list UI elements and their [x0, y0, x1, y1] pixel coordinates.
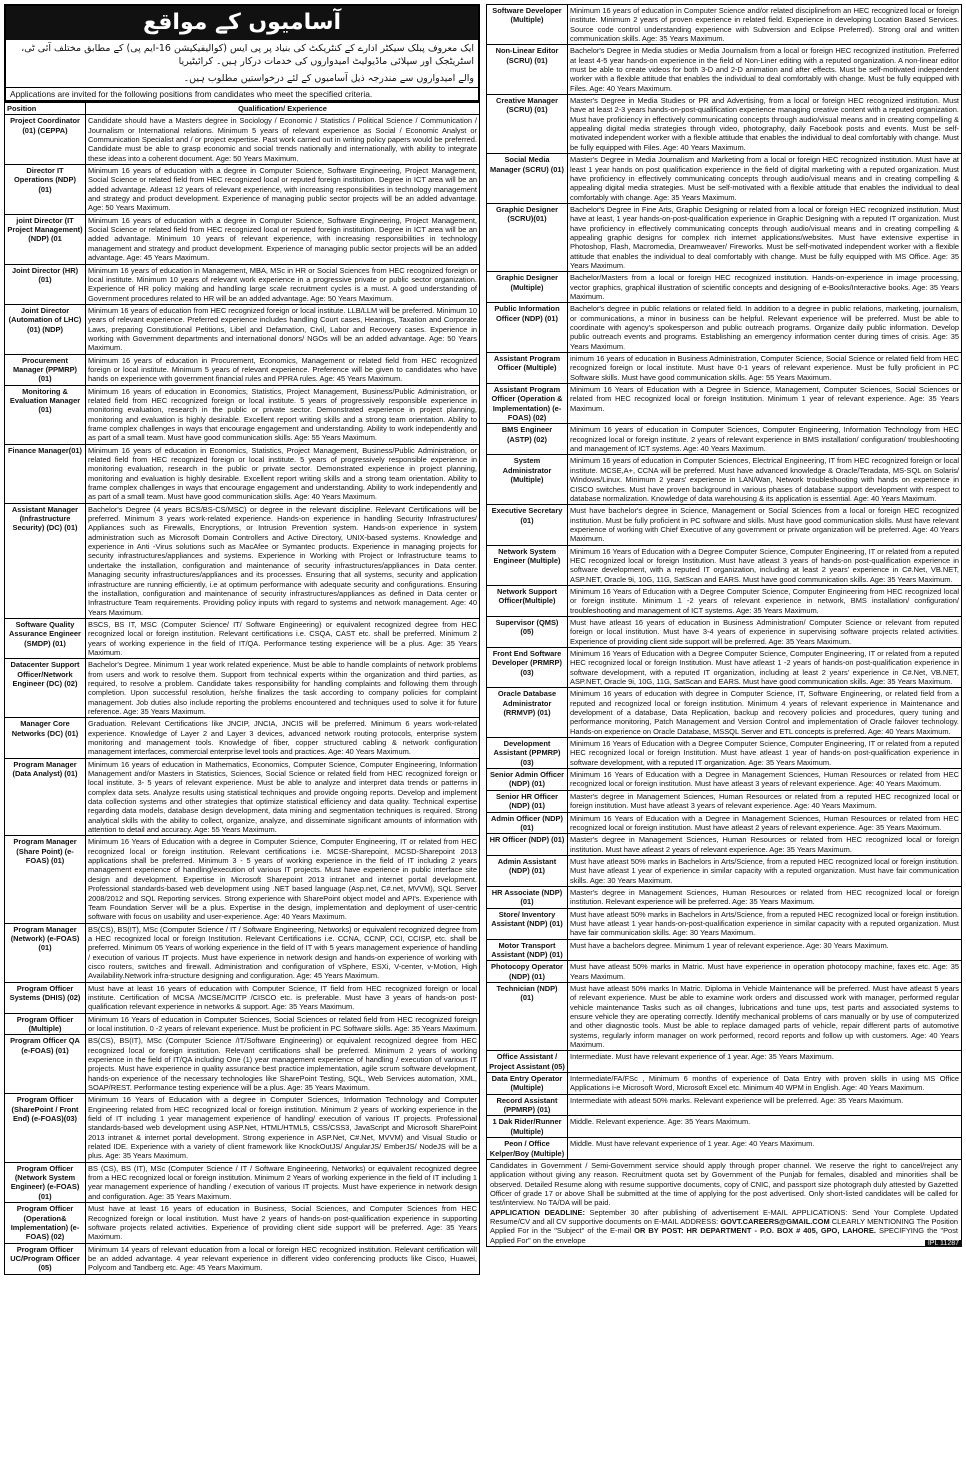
table-row [487, 384, 962, 424]
position-title: Senior Admin Officer (NDP) (01) [487, 769, 568, 791]
position-title: Project Coordinator (01) (CEPPA) [5, 115, 86, 165]
position-requirements: Minimum 16 years of education in Procurement, Economics, Management or related field from HEC recognized foreign or local institute. Minimum 5 years of relevant experience. Preference will be given to candidates who have hands on experience with government financial rules and PPRA rules. Age: 45 Years Maximum. [86, 354, 480, 385]
table-row [487, 688, 962, 738]
position-requirements: Master's Degree in Media Journalism and Marketing from a local or foreign HEC recognized institution. Must have at least 1 year hands on post qualification experience in the field of digital marketing with a reputed organization. Must have proficiency in effectively communicating concepts through audio/visual means and in creating compelling & appealing digital media strategies. Must be self-motivated with a flexible attitude that enables the individual to deal comfortably with change. Age: 35 Years Maximum. [568, 154, 962, 204]
position-requirements: Minimum 16 Years of Education with a degree in Computer Sciences, Information Technology and Computer Engineering related from HEC recognized local or foreign institution. Minimum 2 years of working experience in the field of IT including 1 year management experience of handling/ execution of various IT projects. Professional standards-based web development using ASP.Net, HTML/HTML5, CSS/CSS3, JavaScript and Microsoft SharePoint 2013 intranet & internet portal development. Strong experience in ASP.Net, C#.Net, MVVM) and Visual Studio or related IDE. Experience with a variety of client framework like KnockOutJS/ AngularJS/ EmberJS/ NodeJS will be a plus. Age: 35 Years Maximum. [86, 1094, 480, 1162]
left-table-body [5, 115, 480, 1274]
position-title: Admin Assistant (NDP) (01) [487, 855, 568, 886]
table-row [5, 1013, 480, 1035]
table-row [5, 1035, 480, 1094]
header [4, 4, 480, 102]
table-row [5, 1162, 480, 1202]
position-title: Manager Core Networks (DC) (01) [5, 718, 86, 758]
table-row [487, 790, 962, 812]
application-email[interactable]: GOVT.CAREERS@GMAIL.COM [720, 1216, 830, 1226]
position-title: Graphic Designer (SCRU)(01) [487, 203, 568, 271]
table-row [487, 1051, 962, 1073]
position-requirements: Master's Degree in Media Studies or PR and Advertising, from a local or foreign HEC recognized institution. Must have at least 2-3 years hands-on-post-qualification experience managing creative content with a reputed organization. Must have proficiency in effectively communicating concepts through audio/visual means and in creating compelling & appealing digital media strategies through video, photography, daily Facebook posts and events. Must be self-motivated independent worker with a flexible attitude that enables the individual to deal comfortably with change. Must be fully equipped with Files. Age: 40 Years Maximum. [568, 95, 962, 154]
position-requirements: Must have at least 16 years of education in Business, Social Sciences, and Computer Sciences from HEC Recognized foreign or local institution. Must have 2 years of hands-on post-qualification experience in supporting software projects related activities. Experience of providing client side support will be preferred. Age: 35 Years Maximum. [86, 1203, 480, 1243]
position-requirements: Must have atleast 50% marks In Matric. Diploma in Vehicle Maintenance will be preferred. Must have atleast 5 years of relevant experience. Must be able to examine work orders and discussed work with manager, performed regular vehicle maintenance Tasks such as oil changes, lubrications and tune ups, test parts and associated systems to ensure vehicle they are operating correctly. Identify mechanical problems of cars manually or by use of computerized and other diagnostic tools. Must be able to replace damaged parts of vehicle, repair different parts of automotive systems, regularly inform manager on work performed, record reports and follow up with customers. Age: 40 Years Maximum. [568, 983, 962, 1051]
table-row [5, 115, 480, 165]
position-requirements: Minimum 14 years of relevant education from a local or foreign HEC recognized institution. Relevant certification will be an added advantage. 4 year relevant experience in different video conferencing products like Cisco, Huawei, Polycom and Tandberg etc. Age: 45 Years Maximum. [86, 1243, 480, 1274]
position-title: Front End Software Developer (PRMRP) (03) [487, 648, 568, 688]
position-requirements: Must have atleast 50% marks in Bachelors in Arts/Science, from a reputed HEC recognized local or foreign institution. Must have atleast 1 year hands-on-post-qualification experience in similar capacity with a reputed organization. Must have fair communication skills. Age: 30 Years Maximum. [568, 908, 962, 939]
position-requirements: Minimum 16 years of education in Computer Science and/or related disciplinefrom an HEC recognized local or foreign institute. Minimum 2 years of proven experience in related field. Experience in developing Location Based Services. Source code control understanding experience with Subversion and Eclipse Preferred). Strong oral and written communication skills. Age: 35 Years Maximum. [568, 5, 962, 45]
table-row [487, 983, 962, 1051]
table-row [487, 648, 962, 688]
position-title: Creative Manager (SCRU) (01) [487, 95, 568, 154]
position-requirements: Bachelor's Degree in Media studies or Media Journalism from a local or foreign HEC recognized institution. Preferred at least 4-5 year hands-on experience in the field of Non-Liner editing with a reputed organization. A non-linear editor must be able to create videos for both 3-D and 2-D animation and after effects. Must be self-motivated independent worker with a flexible attitude that enables the individual to deal comfortably with change. Must be fully equipped with Files. Age: 40 Years Maximum. [568, 45, 962, 95]
position-requirements: Candidate should have a Masters degree in Sociology / Economic / Statistics / Political Science / Communication / Journalism or International relations. Minimum 5 years of relevant experience as Social / Economic Analyst or Communication Specialist and / or project expertise. Past work carried out in writing policy papers would be preferred. Candidate must be able to grasp economic and social trends nationally and internationally, with ability to integrate these ideas into a coherent document. Age: 50 Years Maximum. [86, 115, 480, 165]
position-title: Finance Manager(01) [5, 444, 86, 503]
positions-table-right [486, 4, 962, 1160]
position-requirements: Master's degree in Management Sciences, Human Resources or related from HEC recognized local or foreign institution. Must have atleast 2 years of relevant experience. Age: 35 Years Maximum. [568, 834, 962, 856]
table-row [487, 424, 962, 455]
position-title: 1 Dak Rider/Runner (Multiple) [487, 1116, 568, 1138]
position-title: Peon / Office Kelper/Boy (Multiple) [487, 1138, 568, 1160]
deadline-label: APPLICATION DEADLINE: [490, 1207, 585, 1217]
column-header-position: Position [5, 103, 86, 115]
table-row [487, 1073, 962, 1095]
table-row [487, 272, 962, 303]
position-title: Data Entry Operator (Multiple) [487, 1073, 568, 1095]
position-requirements: Must have at least 16 years of education with Computer Science, IT field from HEC recognized foreign or local institute. Certification of MCSA /MCSE/MCITP /CISCO etc. is preferable. Must have 3 years of hands-on post-qualification relevant experience in networks & support. Age: 35 Years Maximum. [86, 982, 480, 1013]
table-row [487, 812, 962, 834]
position-requirements: Intermediate with atleast 50% marks. Relevant experience will be preferred. Age: 35 Years Maximum. [568, 1094, 962, 1116]
deadline-text: September 30 after publishing of advertisement E-MAIL APPLICATIONS: Send Your Complete Updated Resume/CV and all CV supportive documents on E-MAIL ADDRESS: [490, 1207, 958, 1226]
position-requirements: Minimum 16 Years of Education with a Degree in Management Sciences, Human Resources or related from HEC recognized local or foreign institution. Must have atleast 3 years of relevant experience. Age: 40 Years Maximum. [568, 769, 962, 791]
position-title: BMS Engineer (ASTP) (02) [487, 424, 568, 455]
position-requirements: Minimum 16 years of education in Mathematics, Economics, Computer Science, Computer Engineering, Information Management and/or Masters in Statistics, Sciences, Social Science or related field from HEC recognized foreign or local institute. 3- 5 years of relevant experience. Must be able to analyze and interpret data trends or patterns in complex data sets. Analyze results using statistical techniques and provide ongoing reports. Develop and implement data collection systems and other strategies that optimize statistical efficiency and data quality. Technical expertise regarding data models, database design development, data mining and segmentation techniques is required. Strong analytical skills with the ability to collect, organize, analyze, and disseminate significant amounts of information with attention to detail and accuracy. Age: 55 Years Maximum. [86, 758, 480, 836]
position-title: Public Information Officer (NDP) (01) [487, 303, 568, 353]
table-row [487, 353, 962, 384]
position-title: System Administrator (Multiple) [487, 455, 568, 505]
table-row [487, 616, 962, 647]
table-row [5, 659, 480, 718]
position-title: Datacenter Support Officer/Network Engineer (DC) (02) [5, 659, 86, 718]
table-row [5, 758, 480, 836]
english-intro: Applications are invited for the following positions from candidates who meet the specified criteria. [6, 87, 478, 100]
position-title: Program Officer (Multiple) [5, 1013, 86, 1035]
position-requirements: BS (CS), BS (IT), MSc (Computer Science / IT / Software Engineering, Networks) or equivalent recognized degree from a HEC recognized local or foreign institution. Minimum 2 Years of working experience in the field of IT including 1 year management experience of handling / execution of various IT projects. Must have experience in network design and configuration. Age: 35 Years Maximum. [86, 1162, 480, 1202]
position-title: Executive Secretary (01) [487, 505, 568, 545]
position-requirements: Bachelor's Degree in Fine Arts, Graphic Designing or related from a local or foreign HEC recognized institution. Must have at least, 1 year hands-on-post-qualification experience in Graphic Designing with a reputed IT organization. Must have proficiency in effectively communicating concepts through audio/visual means and in creating compelling & appealing graphic designs for complex rich internet applications/websites. Must have extensive expertise in Photoshop, Flash, Macromedia, Dreamweaver/ Fireworks. Must be self-motivated independent worker with a flexible attitude that enables the individual to deal comfortably with change. Must be fully equipped with MS Office. Age: 35 Years Maximum. [568, 203, 962, 271]
table-row [487, 45, 962, 95]
position-title: HR Associate (NDP) (01) [487, 886, 568, 908]
position-requirements: Middle. Must have relevant experience of 1 year. Age: 40 Years Maximum. [568, 1138, 962, 1160]
positions-table-left [4, 102, 480, 1275]
table-row [5, 264, 480, 304]
position-requirements: Must have atleast 50% marks in Bachelors in Arts/Science, from a reputed HEC recognized local or foreign institution. Must have atleast 1 year of experience in similar capacity with a reputed organization. Must have fair communication skills. Age: 30 Years Maximum. [568, 855, 962, 886]
table-row [487, 455, 962, 505]
position-title: Program Officer (Network System Engineer) (e-FOAS)(01) [5, 1162, 86, 1202]
position-requirements: Minimum 16 Years of Education with a Degree Computer Science, Computer Engineering, IT or related from a reputed HEC recognized local or foreign Institution. Must have atleast 1 -2 years of hands-on post-qualification experience in software development, with a reputed IT organization, including at least 2 years' experience in C#.Net, VB.NET, ASP.NET, Oracle 9i, 10G, 11G, SatScan and EARS. Must have good communication skills. Age: 35 Years Maximum. [568, 648, 962, 688]
table-row [5, 718, 480, 758]
table-row [487, 834, 962, 856]
table-row [5, 923, 480, 982]
position-title: Technician (NDP) (01) [487, 983, 568, 1051]
position-title: Assistant Manager (Infrastructure Security) (DC) (01) [5, 503, 86, 618]
position-requirements: Must have a bachelors degree. Minimum 1 year of relevant experience. Age: 30 Years Maximum. [568, 939, 962, 961]
table-row [5, 618, 480, 658]
position-title: Software Developer (Multiple) [487, 5, 568, 45]
table-row [5, 1094, 480, 1162]
position-title: Store/ Inventory Assistant (NDP) (01) [487, 908, 568, 939]
table-row [487, 95, 962, 154]
table-row [487, 545, 962, 585]
position-requirements: Minimum 16 years of education with degree in Computer Science, IT, Software Engineering, or related field from a reputed and recognized local or foreign institution. Minimum 4 years of relevant experience in Maintenance and development of a database, Data Replication, backup and recovery policies and procedures, query tuning and performance monitoring, Patch Management and Version Control and implementation of Oracle failover technology. Hands-on experience on Oracle Database, MSSQL Server and ETL concepts is preferred. Age: 40 Years Maximum. [568, 688, 962, 738]
page-title: آسامیوں کے مواقع [6, 6, 478, 40]
position-requirements: inimum 16 years of education in Business Administration, Computer Science, Social Science or related field from HEC recognized foreign or local institute. Must have 0-1 years of relevant experience. Must be fully proficient in PC Software skills. Must have good communication skills. Age: 55 Years Maximum. [568, 353, 962, 384]
table-row [5, 836, 480, 923]
right-column [486, 4, 962, 1247]
urdu-intro-line-2: والے امیدواروں سے مندرجہ ذیل آسامیوں کے لئے درخواستیں مطلوب ہیں۔ [183, 73, 474, 84]
position-title: Office Assistant / Project Assistant (05) [487, 1051, 568, 1073]
table-row [487, 203, 962, 271]
position-requirements: Minimum 16 years of education in Economics, Statistics, Project Management, Business/Public Administration, or related field from HEC recognized foreign or local institute. 5 years of progressively responsible experience in monitoring evaluation, research in the public or private sector. Demonstrated experience in project planning, monitoring and evaluation is highly desirable. Excellent report writing skills and a strong team orientation. Ability to frame complex challenges in ways that encourage engagement and understanding. Ability to work independently and as part of a small team. Must have good communication skills. Age: 55 Years Maximum. [86, 385, 480, 444]
position-title: Senior HR Officer (NDP) (01) [487, 790, 568, 812]
position-requirements: Minimum 16 Years of Education with a Degree Computer Science, Computer Engineering from HEC recognized local or foreign institute. Minimum 1 -2 years of relevant experience in network, BMS installation/ configuration/ troubleshooting and management of ICT systems. Age: 35 Years Maximum. [568, 585, 962, 616]
position-requirements: Minimum 16 years of education from HEC recognized foreign or local institute. LLB/LLM will be preferred. Minimum 10 years of relevant experience. Preferred experience includes handling Court cases, Hearings, Taxation and Corporate Laws, preparing Constitutional Petitions, Libel and Defamation, Civil, Labor and Recovery cases. Experience in working with Government departments and international donors/ NGOs will be an added advantage. Age: 50 Years Maximum. [86, 304, 480, 354]
footer-notes [486, 1160, 962, 1247]
table-row [487, 886, 962, 908]
table-row [487, 303, 962, 353]
position-requirements: BS(CS), BS(IT), MSc (Computer Science / IT / Software Engineering, Networks) or equivalent recognized degree from a HEC recognized local or foreign Institution. Relevant Certifications i.e. CCNA, CCNP, CCI, CCISP, etc. shall be preferred. Minimum 05 Years of working experience in the field of IT with 5 years management experience of handling / execution of various IT projects. Must have experience in network design and hands-on experience of working with cisco routers, switches and firewall. Administration and configuration of vSphere, ESXi, V-center, v-Motion, High Availability.Network infra-structure designing and configuration. Age: 45 Years Maximum. [86, 923, 480, 982]
advertisement-page [4, 4, 962, 1459]
table-row [487, 939, 962, 961]
table-row [5, 982, 480, 1013]
position-title: Program Manager (Network) (e-FOAS) (01) [5, 923, 86, 982]
position-title: Program Officer Systems (DHIS) (02) [5, 982, 86, 1013]
position-requirements: Master's degree in Management Sciences, Human Resources or related from HEC recognized local or foreign institution. Relevant experience will be preferred. Age: 35 Years Maximum. [568, 886, 962, 908]
post-tail: SPECIFYING the "Post Applied For" on the envelope [490, 1226, 958, 1245]
position-requirements: Minimum 16 years of education in Computer Sciences, Electrical Engineering, IT from HEC recognized foreign or local institute. MCSE,A+, CCNA will be preferred. Must have advanced knowledge & Oracle/Teradata, MS-SQL on Solaris/ Windows/Linux. Minimum 2 years' experience in LAN/Wan, Network troubleshooting with hands on experience in CISCO switches. Must have proven background in various phases of database support development with respect to database normalization. Knowledge of data warehousing & its application is essential. Age: 40 Years Maximum. [568, 455, 962, 505]
position-title: Supervisor (QMS) (05) [487, 616, 568, 647]
position-requirements: Bachelor's Degree. Minimum 1 year work related experience. Must be able to handle complaints of network problems from users and work to resolve them. Support from technical experts within the organization and third parties, as required, to resolve a problem. Candidate takes responsibility for handling complaints and following them through completion. Upon successful resolution, he/she finalizes the task according to company policies for complaint management. Job duties also include reporting the problems encountered and techniques used to solve it for future reference. Age: 35 Years Maximum. [86, 659, 480, 718]
table-row [5, 385, 480, 444]
position-requirements: Minimum 16 years of education with a degree in Computer Science, Software Engineering, Project Management, Social Science or related field from HEC recognized local or reputed foreign institution. Degree in ICT area will be an added advantage. Atleast 12 years of relevant experience, with increasing responsibilities in technology management and strategy and product development. Experience of managing public sector projects will be an added advantage. Age: 50 Years Maximum. [86, 165, 480, 215]
post-label: OR BY POST: [634, 1226, 684, 1236]
table-row [487, 769, 962, 791]
position-title: Motor Transport Assistant (NDP) (01) [487, 939, 568, 961]
position-requirements: Minimum 16 Years of Education with a Degree in Management Sciences, Human Resources or related from HEC recognized local or foreign institution. Must have atleast 2 years of relevant experience. Age: 35 Years Maximum. [568, 812, 962, 834]
position-requirements: Must have bachelor's degree in Science, Management or Social Sciences from a local or foreign HEC recognized institution. Must be fully proficient in PC software and skills. Must have good communication skills. Must have relevant experience of working with Chief Executive of any government or private organization will be preferred. Age: 40 Years Maximum. [568, 505, 962, 545]
position-title: Admin Officer (NDP) (01) [487, 812, 568, 834]
position-title: Program Officer QA (e-FOAS) (01) [5, 1035, 86, 1094]
left-column [4, 4, 480, 1275]
position-title: Joint Director (Automation of LHC) (01) (NDP) [5, 304, 86, 354]
position-requirements: BSCS, BS IT, MSC (Computer Science/ IT/ Software Engineering) or equivalent recognized degree from HEC recognized local or foreign institution. Relevant certifications i.e. CSQA, CAST etc. shall be preferred. Minimum 2 years of working experience in the field of IT/QA. Performance testing experience will be a plus. Age: 35 Years Maximum. [86, 618, 480, 658]
urdu-intro-line-1: ایک معروف پبلک سیکٹر ادارے کے کنٹریکٹ کی بنیاد پر پی ایس (کوالیفیکیشن 16-ایم پی) کے مطابق مختلف آئی ٹی، اسٹریٹجک اور سپلائی ماڈیولیٹ امیدواروں کی خدمات درکار ہیں۔ کرائیٹیریا [21, 43, 474, 67]
position-title: joint Director (IT Project Management) (NDP) (01 [5, 214, 86, 264]
table-row [487, 908, 962, 939]
mention-text: CLEARLY MENTIONING The Position Applied For in the "Subject" of the E-mail [490, 1216, 958, 1236]
position-requirements: Intermediate. Must have relevant experience of 1 year. Age: 35 Years Maximum. [568, 1051, 962, 1073]
position-title: Program Manager (Share Point) (e-FOAS) (01) [5, 836, 86, 923]
table-row [487, 154, 962, 204]
column-header-qualification: Qualification/ Experience [86, 103, 480, 115]
table-row [5, 444, 480, 503]
position-title: Record Assistant (PPMRP) (01) [487, 1094, 568, 1116]
table-row [5, 1203, 480, 1243]
position-title: Network Support Officer(Multiple) [487, 585, 568, 616]
table-row [487, 1138, 962, 1160]
position-title: Monitoring & Evaluation Manager (01) [5, 385, 86, 444]
position-requirements: Minimum 16 Years of Education with a Degree Computer Science, Computer Engineering, IT or related from a reputed HEC recognized local or foreign Institution. Must have atleast 3 years of hands-on post-qualification experience in software development, with a reputed IT organization, including at least 2 years' experience in C#.Net, VB.NET, ASP.NET, Oracle 9i, 10G, 11G, SatScan and EARS. Must have good communication skills. Age: 35 Years Maximum. [568, 545, 962, 585]
position-requirements: Middle. Relevant experience. Age: 35 Years Maximum. [568, 1116, 962, 1138]
position-title: Non-Linear Editor (SCRU) (01) [487, 45, 568, 95]
position-title: Assistant Program Officer (Operation & Implementation) (e-FOAS) (02) [487, 384, 568, 424]
position-requirements: Master's degree in Management Sciences, Human Resources or related from a reputed HEC recognized local or foreign institution. Must have atleast 3 years of relevant experience. Age: 40 Years Maximum. [568, 790, 962, 812]
position-requirements: Must have atleast 50% marks in Matric. Must have experience in operation photocopy machine, faxes etc. Age: 35 Years Maximum. [568, 961, 962, 983]
position-title: Social Media Manager (SCRU) (01) [487, 154, 568, 204]
table-row [5, 214, 480, 264]
table-row [487, 585, 962, 616]
position-requirements: Minimum 16 years of education in Economics, Statistics, Project Management, Business/Public Administration, or related field from HEC recognized foreign or local institute. 5 years of progressively responsible experience in monitoring evaluation, research in the public or private sector. Demonstrated experience in project planning, monitoring and evaluation is highly desirable. Excellent report writing skills and a strong team orientation. Ability to frame complex challenges in ways that encourage engagement and understanding. Ability to work independently and as part of a small team. Must have good communication skills. Age: 40 Years Maximum. [86, 444, 480, 503]
position-requirements: Minimum 16 Years of Education with a degree in Computer Science, Computer Engineering, IT or related from HEC recognized local or foreign institution. Relevant certifications i.e. MCSE-Sharepoint, MCSD-Sharepoint 2013 applications shall be preferred. Minimum 3 - 5 years of working experience in the field of IT including 2 years management experience of handling/execution of various IT projects. Must have experience in public interface site design and development. Expertise in Microsoft Sharepoint 2013 intranet and internet portal development. Professional standards-based web development using .NET based language (Asp.net, C#.net, MVVM), SQL Server 2008/2012 and SQL Reporting services. Strong experience with SharePoint object model and API's. Experience with Team Foundation Server will be a plus. Expertise in the design, implementation and deployment of user-centric software with focus on usability and user-experience. Age: 40 Years Maximum. [86, 836, 480, 923]
table-row [5, 165, 480, 215]
table-row [487, 5, 962, 45]
position-requirements: Graduation. Relevant Certifications like JNCIP, JNCIA, JNCIS will be preferred. Minimum 6 years work-related experience. Knowledge of Layer 2 and Layer 3 devices, advanced network routing protocols, enterprise system monitoring and management tools. Knowledge of fiber, copper structured cabling & network configuration management interfaces, commercial enterprise level tools and practices. Age: 40 Years Maximum. [86, 718, 480, 758]
position-requirements: Must have atleast 16 years of education in Business Administration/ Computer Science or relevant from reputed foreign or local institution. Must have 3-4 years of experience in supervising software projects related activities. Experience of providing client side support will be preferred. Age: 35 Years Maximum. [568, 616, 962, 647]
table-header-row [5, 103, 480, 115]
position-title: Oracle Database Administrator (RRMVP) (01) [487, 688, 568, 738]
position-title: Program Officer (Operation& Implementation) (e-FOAS) (02) [5, 1203, 86, 1243]
position-title: Assistant Program Officer (Multiple) [487, 353, 568, 384]
position-title: Procurement Manager (PPMRP) (01) [5, 354, 86, 385]
position-title: Network System Engineer (Multiple) [487, 545, 568, 585]
position-requirements: Minimum 16 Years of Education with a Degree Computer Science, Computer Engineering, IT or related from a reputed HEC recognized local or foreign Institution. Must have atleast 1 year of hands-on post-qualification experience in software development, with a reputed IT organization. Age: 35 Years Maximum. [568, 738, 962, 769]
table-row [487, 1094, 962, 1116]
position-requirements: Bachelor's degree in public relations or related field. In addition to a degree in public relations, marketing, journalism, or communications, a minor in business can be helpful. Relevant experience will be preferred. Must be able to coordinate with agency's spokesperson and public outreach programs. Organize daily public information. Develop public outreach events and programs. Establishing an emergency information center during times of crisis. Age: 35 Years Maximum. [568, 303, 962, 353]
table-row [5, 503, 480, 618]
position-title: Program Officer UC/Program Officer (05) [5, 1243, 86, 1274]
post-address: HR DEPARTMENT - P.O. BOX # 405, GPO, LAHORE. [686, 1226, 876, 1236]
ipl-stamp: IPL 11287 [925, 1240, 962, 1247]
table-row [5, 304, 480, 354]
position-title: Joint Director (HR) (01) [5, 264, 86, 304]
position-title: Photocopy Operator (NDP) (01) [487, 961, 568, 983]
position-requirements: Minimum 16 Years of education in Computer Sciences, Social Sciences or related field from HEC recognized foreign or local institution. 0 -2 years of relevant experience. Must be proficient in PC Software skills. Age: 35 Years Maximum. [86, 1013, 480, 1035]
position-title: Program Manager (Data Analyst) (01) [5, 758, 86, 836]
position-title: HR Officer (NDP) (01) [487, 834, 568, 856]
table-row [487, 855, 962, 886]
position-title: Software Quality Assurance Engineer (SMDP) (01) [5, 618, 86, 658]
table-row [487, 505, 962, 545]
position-title: Graphic Designer (Multiple) [487, 272, 568, 303]
position-requirements: Bachelor/Masters from a local or foreign HEC recognized institution. Hands-on-experience in image processing, vector graphics, graphical illustration of scientific concepts and designing of e-Books/Interactive books. Age: 35 Years Maximum. [568, 272, 962, 303]
right-table-body [487, 5, 962, 1160]
table-row [5, 1243, 480, 1274]
position-requirements: Bachelor's Degree (4 years BCS/BS-CS/MSC) or degree in the relevant discipline. Relevant Certifications will be preferred. Minimum 3 years work-related experience. Hands-on experience in handling Security Infrastructures/ Appliances such as Firewalls, Encryptions, or Intrusion Prevention system. Hands-on experience in system administration such as Microsoft Domain Controllers and Active Directory, UNIX-based systems. Knowledge and experience in Anti -Virus solutions such as MacAfee or Symantec products. Experience in managing projects for security infrastructures/appliances and systems. Experience in Working with Project or Infrastructure teams to undertake the installation, configuration and maintenance of security infrastructures/appliances in Data center. Managing security infrastructures/appliances and its processes. Ensuring that all systems, security and application infrastructure are running efficiently, i.e at optimum performance with adequate security and configurations. Ensuring the installation, configuration and maintenance of security infrastructures/appliances as defined in Data center or Infrastructure Team requirements. Providing policy inputs with regard to systems and network management. Age: 40 Years Maximum. [86, 503, 480, 618]
table-row [487, 961, 962, 983]
position-requirements: Minimum 16 Years of Education with a Degree in Science, Management, Computer Sciences, Social Sciences or related from HEC recognized local or foreign Institution. Minimum 1 year of relevant experience. Age: 35 Years Maximum. [568, 384, 962, 424]
position-requirements: Minimum 16 years of education in Computer Sciences, Computer Engineering, Information Technology from HEC recognized local or foreign institute. 2 years of relevant experience in BMS installation/ configuration/ troubleshooting and management of ICT systems. Age: 40 Years Maximum. [568, 424, 962, 455]
position-title: Program Officer (SharePoint / Front End) (e-FOAS)(03) [5, 1094, 86, 1162]
position-requirements: BS(CS), BS(IT), MSc (Computer Science /IT/Software Engineering) or equivalent recognized degree from HEC recognized local or foreign institution. Relevant certifications shall be preferred. Minimum 2 years of working experience in the field of IT/QA including One (1) year management experience of handling / execution of various IT projects. Must have experience in quality assurance best practice implementation, agile scrum software development, hands-on experience of the necessary technologies like SharePoint Testing, SQL, Web Services automation, XML, SOAP/REST. Performance testing experience will be a plus. Age: 35 Years Maximum. [86, 1035, 480, 1094]
table-row [487, 738, 962, 769]
position-requirements: Minimum 16 years of education in Management, MBA, MSc in HR or Social Sciences from HEC recognized foreign or local institute. Minimum 10 years of relevant work experience in a progressive private or public sector organization. Experience of HR policy making and handling large scale recruitment cycles is a must. A good understanding of Government procedures related to HR will be an added advantage. Age: 50 Years Maximum. [86, 264, 480, 304]
table-row [487, 1116, 962, 1138]
position-requirements: Minimum 16 years of education with a degree in Computer Science, Software Engineering, Project Management, Social Science or related field from HEC recognized local or reputed foreign institution. Degree in ICT area will be an added advantage. Minimum 10 years of relevant experience, with increasing responsibilities in technology management and strategy and product development. Experience of managing public sector projects will be an added advantage. Age: 45 Years Maximum. [86, 214, 480, 264]
table-row [5, 354, 480, 385]
position-title: Director IT Operations (NDP) (01) [5, 165, 86, 215]
footer-note: Candidates in Government / Semi-Government service should apply through proper channel. We reserve the right to cancel/reject any application without giving any reason. Recruitment quota set by Government of the Punjab for females, disabled and minorities shall be observed. Detailed Resume along with resume supportive documents, copy of CNIC, and passport size photograph duly attested by Gazetted Officer of grade 17 or above Shall be submitted at the time of applying for the post advertised. Only short-listed candidates will be called for test/interview. No TA/DA will be paid. [490, 1160, 958, 1208]
position-requirements: Intermediate/FA/FSc , Minimum 6 months of experience of Data Entry with proven skills in using MS Office Applications i-e Microsoft Word, Microsoft Excel etc. Minimum 40 WPM in English. Age: 40 Years Maximum. [568, 1073, 962, 1095]
position-title: Development Assistant (PPMRP) (03) [487, 738, 568, 769]
